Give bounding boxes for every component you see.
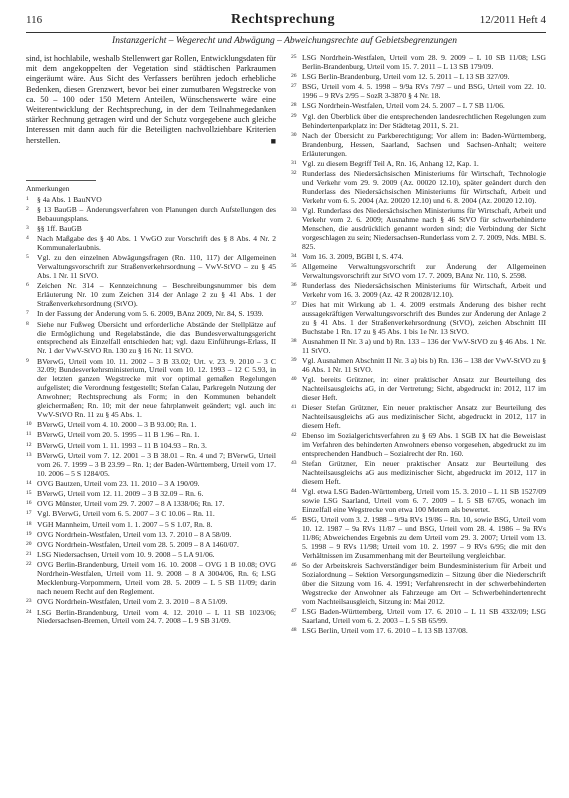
journal-title: Rechtsprechung (231, 12, 335, 27)
footnote-text: Dieser Stefan Grützner, Ein neuer praktischer Ansatz zur Beurteilung des Nachteilsausgleichs aG aus medizinischer Sicht, abgedruckt in 2012, 117 in diesem Heft. (302, 403, 546, 431)
footnote-number: 13 (26, 451, 32, 458)
footnote-number: 28 (291, 102, 297, 109)
footnote (26, 521, 276, 530)
footnote-text: Nach der Übersicht zu Parkberechtigung; Vor allem in: Baden-Württemberg, Brandenburg, Hessen, Saarland, Sachsen und Sachsen-Anhalt; weitere Erläuterungen. (302, 130, 546, 158)
end-mark: ■ (270, 135, 276, 146)
footnote-text: Runderlass des Niedersächsischen Ministeriums für Wirtschaft, Arbeit und Verkehr vom 16. 3. 2009 (Az. 42 R 20028/12.10). (302, 281, 546, 299)
footnote-text: OVG Nordrhein-Westfalen, Urteil vom 28. 5. 2009 – 8 A 1460/07. (37, 540, 239, 549)
footnote (291, 357, 546, 375)
footnote-text: OVG Berlin-Brandenburg, Urteil vom 16. 10. 2008 – OVG 1 B 10.08; OVG Nordrhein-Westfalen, Urteil vom 11. 9. 2008 – 8 A 3004/06, Rn. 6; LSG Mecklenburg-Vorpommern, Urteil vom 28. 5. 2009 – L 5 SB 11/09; darin nach neuem Recht auf den Reglement. (37, 560, 276, 597)
footnote (291, 113, 546, 131)
footnote-text: Vgl. den Überblick über die entsprechenden landesrechtlichen Regelungen zum Behindertenparkplatz in: Der Städtetag 2011, S. 21. (302, 111, 546, 130)
footnote (26, 531, 276, 540)
left-column (26, 54, 276, 628)
footnote-number: 6 (26, 282, 29, 289)
footnote (26, 452, 276, 479)
footnote-text: Runderlass des Niedersächsischen Ministeriums für Wirtschaft, Technologie und Verkehr vom 29. 9. 2009 (Az. 00020 12.10), später geändert durch den Runderlass des Niedersächsischen Ministeriums für Wirtschaft, Arbeit und Verkehr vom 6. 5. 2004 (Az. 20020 12.10) und 6. 8. 2004 (Az. 20020 12.10). (302, 168, 546, 205)
footnote-text: So der Arbeitskreis Sachverständiger beim Bundesministerium für Arbeit und Sozialordnung – Sektion Versorgungsmedizin – Sitzung über die Niederschrift über die Sitzung vom 16. 4. 1991; Verfahrensrecht in der schwerbehinderten Wegstrecke der Anwohner als Fahrzeuge am Ort – Schwerbehindertenrecht vom Nachteilsausgleich, Sitzung in: Mai 2012. (302, 561, 546, 606)
footnote-text: OVG Nordrhein-Westfalen, Urteil vom 2. 3. 2010 – 8 A 51/09. (37, 597, 228, 607)
footnote (26, 310, 276, 319)
footnote (26, 225, 276, 234)
footnote-text: BVerwG, Urteil vom 4. 10. 2000 – 3 B 93.00; Rn. 1. (37, 420, 197, 430)
footnote-number: 21 (26, 551, 32, 558)
footnote (291, 516, 546, 561)
footnote (291, 263, 546, 281)
footnote-text: §§ 1ff. BauGB (37, 224, 82, 234)
footnote (26, 442, 276, 451)
footnote-text: BSG, Urteil vom 3. 2. 1988 – 9/9a RVs 19/86 – Rn. 10, sowie BSG, Urteil vom 10. 12. 1987 – 9a RVs 11/87 – und BSG, Urteil vom 28. 4. 1986 – 9a RVs 11/86; Abweichendes Ergebnis zu dem Urteil vom 29. 3. 2007; Urteil vom 13. 5. 1998 – 9 RVs 11/98; Urteil vom 10. 2. 1997 – 9 RVs 6/95; die mit den Verhältnissen im Zusammenhang mit der Beurteilung vergleichbar. (302, 515, 546, 560)
footnote (26, 551, 276, 560)
footnote-number: 17 (26, 510, 32, 517)
footnote-text: LSG Nordrhein-Westfalen, Urteil vom 28. 9. 2009 – L 10 SB 11/08; LSG Berlin-Brandenburg, Urteil vom 15. 7. 2011 – L 13 SB 179/09. (302, 53, 546, 71)
footnote-text: § 13 BauGB – Änderungsverfahren von Planungen durch Aufstellungen des Bebauungsplans. (37, 204, 276, 223)
footnote-number: 26 (291, 73, 297, 80)
footnote-text: Vgl. Runderlass des Niedersächsischen Ministeriums für Wirtschaft, Arbeit und Verkehr vom 2. 6. 2009; Ausnahme nach § 46 StVO für schwerbehinderte Menschen, die ausdrücklich genannt worden sind; die Verbindung der Sicht vorgeschlagen zu sein; Niedersachsen-Runderlass vom 2. 7. 2009, Nds. MBl. S. 825. (302, 205, 546, 251)
footnote (291, 562, 546, 607)
footnote-text: Dies hat mit Wirkung ab 1. 4. 2009 erstmals Änderung des bisher recht aussagekräftigen Verwaltungsvorschrift des Bundes zur Änderung der Anlage 2 zu § 41 Abs. 1 der Straßenverkehrsordnung (StVO), zeichen Abschnitt III Buchstabe 1 Rn. 17 zu § 45 Abs. 1 bis 1e Nr. 13 StVO. (302, 300, 546, 336)
footnote-number: 31 (291, 159, 297, 166)
footnote (26, 196, 276, 205)
footnote (291, 608, 546, 626)
footnote (26, 254, 276, 281)
footnote-text: BVerwG, Urteil vom 7. 12. 2001 – 3 B 38.01 – Rn. 4 und 7; BVerwG, Urteil vom 26. 7. 1999 – 3 B 23.99 – Rn. 1; der Baden-Württemberg, Urteil vom 17. 10. 2006 – 5 S 1284/05. (37, 450, 276, 478)
footnote-number: 15 (26, 489, 32, 496)
footnote (291, 460, 546, 487)
footnote (291, 207, 546, 252)
footnote (291, 376, 546, 403)
footnote-text: Stefan Grützner, Ein neuer praktischer Ansatz zur Beurteilung des Nachteilsausgleichs aG aus medizinischer Sicht, abgedruckt im 2012, 117 in diesem Heft. (302, 459, 546, 487)
footnote-text: LSG Nordrhein-Westfalen, Urteil vom 24. 5. 2007 – L 7 SB 11/06. (302, 101, 505, 111)
footnote-text: LSG Berlin-Brandenburg, Urteil vom 12. 5. 2011 – L 13 SB 327/09. (302, 72, 510, 82)
footnote-number: 42 (291, 432, 297, 439)
issue-label: 12/2011 Heft 4 (479, 14, 546, 26)
footnote-number: 8 (26, 320, 29, 327)
footnote (26, 431, 276, 440)
footnote-number: 18 (26, 520, 32, 527)
footnote-number: 9 (26, 357, 29, 364)
footnote-text: LSG Baden-Württemberg, Urteil vom 17. 6. 2010 – L 11 SB 4332/09; LSG Saarland, Urteil vom 6. 2. 2003 – L 5 SB 65/99. (302, 607, 546, 625)
footnote-text: Vgl. Ausnahmen Abschnitt II Nr. 3 a) bis b) Rn. 136 – 138 der VwV-StVO zu § 46 Abs. 1 Nr. 11 StVO. (302, 356, 546, 375)
footnotes-right (291, 54, 546, 636)
main-text-content: sind, ist hochlabile, weshalb Stellenwert gar Rollen, Entwicklungsdaten für mit dem angekoppelten der Vegetation sind städtischen Parkraumen eingeräumt wäre. Aus Sicht des Verfassers berühren jedoch erhebliche Bedenken, diesen Grenzwert, bevor bei einer zumutbaren Wegstrecke von ca. 50 – 100 oder 150 Metern Anteilen, Wünschenswerte wäre eine Weiterentwicklung der Rechtsprechung, in der dem Teilnahmegedanken stärker Rechnung getragen wird und der Schutz vorgegebene auch gleiche Interessen mit dann auch für die Beteiligten nachvollziehbare Kriterien herstellen. (26, 54, 277, 145)
footnote (26, 282, 276, 309)
footnote-number: 2 (26, 205, 29, 212)
footnote-text: Vgl. bereits Grützner, in: einer praktischer Ansatz zur Beurteilung des Nachteilsausgleichs aG, in der Vertretung; Sicht, abgedruckt in: 2012, 117 im dieser Heft. (302, 375, 546, 403)
footnote (26, 490, 276, 499)
footnote-number: 27 (291, 83, 297, 90)
footnote-number: 32 (291, 169, 297, 176)
footnote-text: Ausnahmen II Nr. 3 a) und b) Rn. 133 – 136 der VwV-StVO zu § 46 Abs. 1 Nr. 11 StVO. (302, 337, 546, 355)
footnote-number: 38 (291, 338, 297, 345)
right-column (291, 54, 546, 637)
footnote (26, 321, 276, 357)
footnote-text: OVG Nordrhein-Westfalen, Urteil vom 13. 7. 2010 – 8 A 58/09. (37, 529, 232, 539)
footnote-text: Vgl. BVerwG, Urteil vom 6. 5. 2007 – 3 C 10.06 – Rn. 11. (37, 509, 215, 519)
footnote-number: 34 (291, 252, 297, 259)
footnote (291, 488, 546, 515)
footnote-text: Vgl. etwa LSG Baden-Württemberg, Urteil vom 15. 3. 2010 – L 11 SB 1527/09 sowie LSG Saarland, Urteil vom 6. 7. 2009 – L 5 SB 67/05, wonach im Einzelfall eine Wegstrecke von etwa 100 Metern als bewertet. (302, 487, 546, 515)
footnote-number: 19 (26, 530, 32, 537)
footnote-number: 1 (26, 195, 29, 202)
footnote-number: 44 (291, 488, 297, 495)
footnote-number: 7 (26, 310, 29, 317)
footnote-text: Allgemeine Verwaltungsvorschrift zur Änderung der Allgemeinen Verwaltungsvorschrift zur StVO vom 17. 7. 2009, BAnz Nr. 110, S. 2598. (302, 261, 546, 280)
page-header (26, 14, 546, 30)
footnote-number: 23 (26, 598, 32, 605)
footnote-number: 24 (26, 608, 32, 615)
footnote-number: 48 (291, 627, 297, 634)
footnote-number: 4 (26, 235, 29, 242)
footnote-number: 36 (291, 282, 297, 289)
footnote-number: 22 (26, 561, 32, 568)
footnote-number: 33 (291, 206, 297, 213)
footnote-text: § 4a Abs. 1 BauNVO (37, 194, 102, 204)
footnote (291, 102, 546, 111)
footnote-text: BVerwG, Urteil vom 1. 11. 1993 – 11 B 104.93 – Rn. 3. (37, 440, 207, 450)
footnote (291, 170, 546, 206)
main-text (26, 54, 276, 146)
footnote-number: 30 (291, 131, 297, 138)
header-rule (26, 32, 546, 33)
footnote (26, 421, 276, 430)
footnotes-left (26, 196, 276, 627)
notes-title: Anmerkungen (26, 183, 70, 193)
footnote-number: 43 (291, 460, 297, 467)
footnote-text: Zeichen Nr. 314 – Kennzeichnung – Beschreibungsnummer bis dem Erläuterung Nr. 10 zum Zeichen 314 der Anlage 2 zu § 41 Abs. 1 der Straßenverkehrsordnung (StVO). (37, 281, 276, 309)
notes-separator (26, 180, 96, 181)
footnote-text: BVerwG, Urteil vom 12. 11. 2009 – 3 B 32.09 – Rn. 6. (37, 488, 204, 498)
footnote (291, 627, 546, 636)
footnote-number: 10 (26, 421, 32, 428)
footnote-number: 12 (26, 441, 32, 448)
footnote-number: 20 (26, 541, 32, 547)
footnote (26, 609, 276, 627)
footnote (26, 206, 276, 224)
footnote-number: 40 (291, 376, 297, 383)
footnote (26, 541, 276, 550)
footnote (26, 598, 276, 607)
footnote-text: In der Fassung der Änderung vom 5. 6. 2009, BAnz 2009, Nr. 84, S. 1939. (37, 309, 264, 319)
footnote-number: 41 (291, 404, 297, 411)
footnote (291, 404, 546, 431)
footnote-text: LSG Niedersachsen, Urteil vom 10. 9. 2008 – 5 LA 91/06. (37, 550, 215, 560)
footnote-text: BVerwG, Urteil vom 20. 5. 1995 – 11 B 1.96 – Rn. 1. (37, 430, 200, 440)
footnote-text: Vgl. zu diesem Begriff Teil A, Rn. 16, Anhang 12, Kap. 1. (302, 158, 479, 168)
footnote (26, 480, 276, 489)
footnote-text: LSG Berlin-Brandenburg, Urteil vom 4. 12. 2010 – L 11 SB 1023/06; Niedersachsen-Bremen, Urteil vom 24. 7. 2008 – L 9 SB 31/09. (37, 607, 276, 626)
footnote-text: Siehe nur Fußweg Übersicht und erforderliche Abstände der Stellplätze auf die Ermöglichung und Regelabstände, die das Bundesverwaltungsgericht entsprechend als Einzelfall entschieden hat; vgl. dazu Einführungs-Erlass, II Nr. 1 der VwV-StVO Rn. 130 zu § 16 Nr. 11 StVO. (37, 319, 276, 356)
footnote-number: 16 (26, 500, 32, 507)
footnote-text: LSG Berlin, Urteil vom 17. 6. 2010 – L 13 SB 137/08. (302, 626, 468, 636)
footnote-number: 14 (26, 479, 32, 486)
footnote-number: 46 (291, 562, 297, 569)
footnote-number: 3 (26, 225, 29, 232)
footnote (291, 160, 546, 169)
footnote-number: 25 (291, 54, 297, 60)
footnote-text: BVerwG, Urteil vom 10. 11. 2002 – 3 B 33.02; Urt. v. 23. 9. 2010 – 3 C 32.09; Bundesverkehrsministerium, Urteil vom 10. 12. 1993 – 12 C 5.93, in der letzten ganzen Wegstrecke mit vor optimal gemaßen Regelungen aufgelistet; die Verordnung festgestellt; Stefan Calau, Parkregeln Nutzung der Anwohner; Rechtsprechung als Form; in den Kommunen behandelt gleichermaßen; Rn. 10; mit der neue fahrplanweit geändert; vgl. auch in: VwV-StVO Rn. 11 zu § 45 Abs. 1. (37, 356, 276, 419)
footnote (291, 83, 546, 101)
footnote (26, 510, 276, 519)
footnote (26, 500, 276, 509)
footnote (291, 253, 546, 262)
footnote (291, 338, 546, 356)
footnote-text: Nach Maßgabe des § 40 Abs. 1 VwGO zur Vorschrift des § 8 Abs. 4 Nr. 2 Kommunalerlaubnis. (37, 234, 276, 253)
footnote (26, 358, 276, 420)
footnote-number: 37 (291, 301, 297, 308)
footnote (291, 301, 546, 337)
footnote (26, 235, 276, 253)
footnote-number: 47 (291, 608, 297, 614)
footnote (291, 282, 546, 300)
footnote-number: 5 (26, 254, 29, 261)
footnote-number: 11 (26, 431, 32, 438)
footnote-number: 35 (291, 262, 297, 269)
running-title: Instanzgericht – Wegerecht und Abwägung – Abweichungsrechte auf Gebietsbegrenzungen (112, 36, 457, 46)
footnote-text: Vom 16. 3. 2009, BGBl I, S. 474. (302, 251, 404, 261)
footnote-number: 45 (291, 516, 297, 523)
footnote-text: VGH Mannheim, Urteil vom 1. 1. 2007 – 5 S 1.07, Rn. 8. (37, 519, 213, 529)
footnote-text: BSG, Urteil vom 4. 5. 1998 – 9/9a RVs 7/97 – und BSG, Urteil vom 22. 10. 1996 – 9 RVs 2/95 – SozR 3-3870 § 4 Nr. 18. (302, 82, 546, 101)
footnote (291, 54, 546, 72)
footnote (291, 432, 546, 459)
footnote-text: Ebenso im Sozialgerichtsverfahren zu § 69 Abs. 1 SGB IX hat die Beweislast im Verfahren des behinderten Anwohners ebenso vorgesehen, abgedruckt zu im entsprechenden Handbuch – Sozialrecht der Rn. 160. (302, 431, 546, 459)
footnote-text: Vgl. zu den einzelnen Abwägungsfragen (Rn. 110, 117) der Allgemeinen Verwaltungsvorschrift zur Straßenverkehrsordnung – VwV-StVO – zu § 45 Abs. 1 Nr. 11 StVO. (37, 253, 276, 281)
footnote (291, 73, 546, 82)
footnote-text: OVG Münster, Urteil vom 29. 7. 2007 – 8 A 1338/06; Rn. 17. (37, 499, 225, 509)
footnote-text: OVG Bautzen, Urteil vom 23. 11. 2010 – 3 A 190/09. (37, 478, 200, 488)
page-number: 116 (26, 14, 43, 26)
footnote (291, 132, 546, 159)
footnote (26, 561, 276, 597)
footnote-number: 29 (291, 112, 297, 119)
footnote-number: 39 (291, 357, 297, 364)
